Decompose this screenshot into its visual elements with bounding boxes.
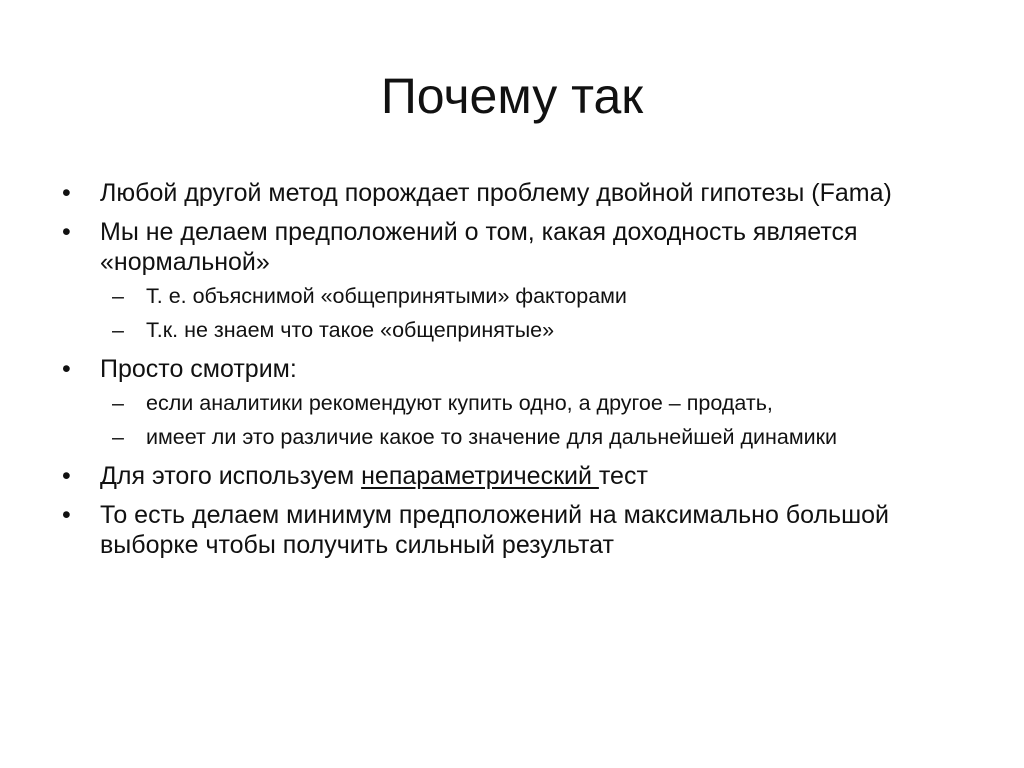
dash-marker: – xyxy=(112,284,124,308)
bullet-text: Мы не делаем предположений о том, какая доходность является «нормальной» xyxy=(100,218,858,276)
bullet-item xyxy=(62,178,962,208)
sub-bullet-text: Т. е. объяснимой «общепринятыми» факторами xyxy=(146,284,627,308)
dash-marker: – xyxy=(112,425,124,449)
sub-bullet-item xyxy=(62,281,962,311)
bullet-text-post: тест xyxy=(598,462,648,490)
slide-title: Почему так xyxy=(380,68,644,124)
sub-bullet-item xyxy=(62,422,962,452)
dash-marker: – xyxy=(112,318,124,342)
sub-bullet-text: если аналитики рекомендуют купить одно, а другое – продать, xyxy=(146,391,773,415)
bullet-marker: • xyxy=(62,501,71,529)
sub-bullet-text: имеет ли это различие какое то значение для дальнейшей динамики xyxy=(146,425,838,449)
dash-marker: – xyxy=(112,391,124,415)
bullet-list xyxy=(62,178,962,569)
sub-bullet-item xyxy=(62,388,962,418)
bullet-item xyxy=(62,217,962,277)
bullet-item xyxy=(62,500,962,560)
bullet-item xyxy=(62,461,962,491)
bullet-text-pre: Для этого используем xyxy=(100,462,362,490)
bullet-marker: • xyxy=(62,218,71,246)
sub-bullet-item xyxy=(62,315,962,345)
bullet-text: Любой другой метод порождает проблему двойной гипотезы (Fama) xyxy=(100,179,892,207)
underlined-term: непараметрический xyxy=(361,462,599,490)
bullet-text: Просто смотрим: xyxy=(100,355,297,383)
bullet-marker: • xyxy=(62,355,71,383)
bullet-text: То есть делаем минимум предположений на максимально большой выборке чтобы получить сильный результат xyxy=(100,501,890,559)
bullet-marker: • xyxy=(62,179,71,207)
bullet-item xyxy=(62,354,962,384)
sub-bullet-text: Т.к. не знаем что такое «общепринятые» xyxy=(146,318,555,342)
bullet-marker: • xyxy=(62,462,71,490)
